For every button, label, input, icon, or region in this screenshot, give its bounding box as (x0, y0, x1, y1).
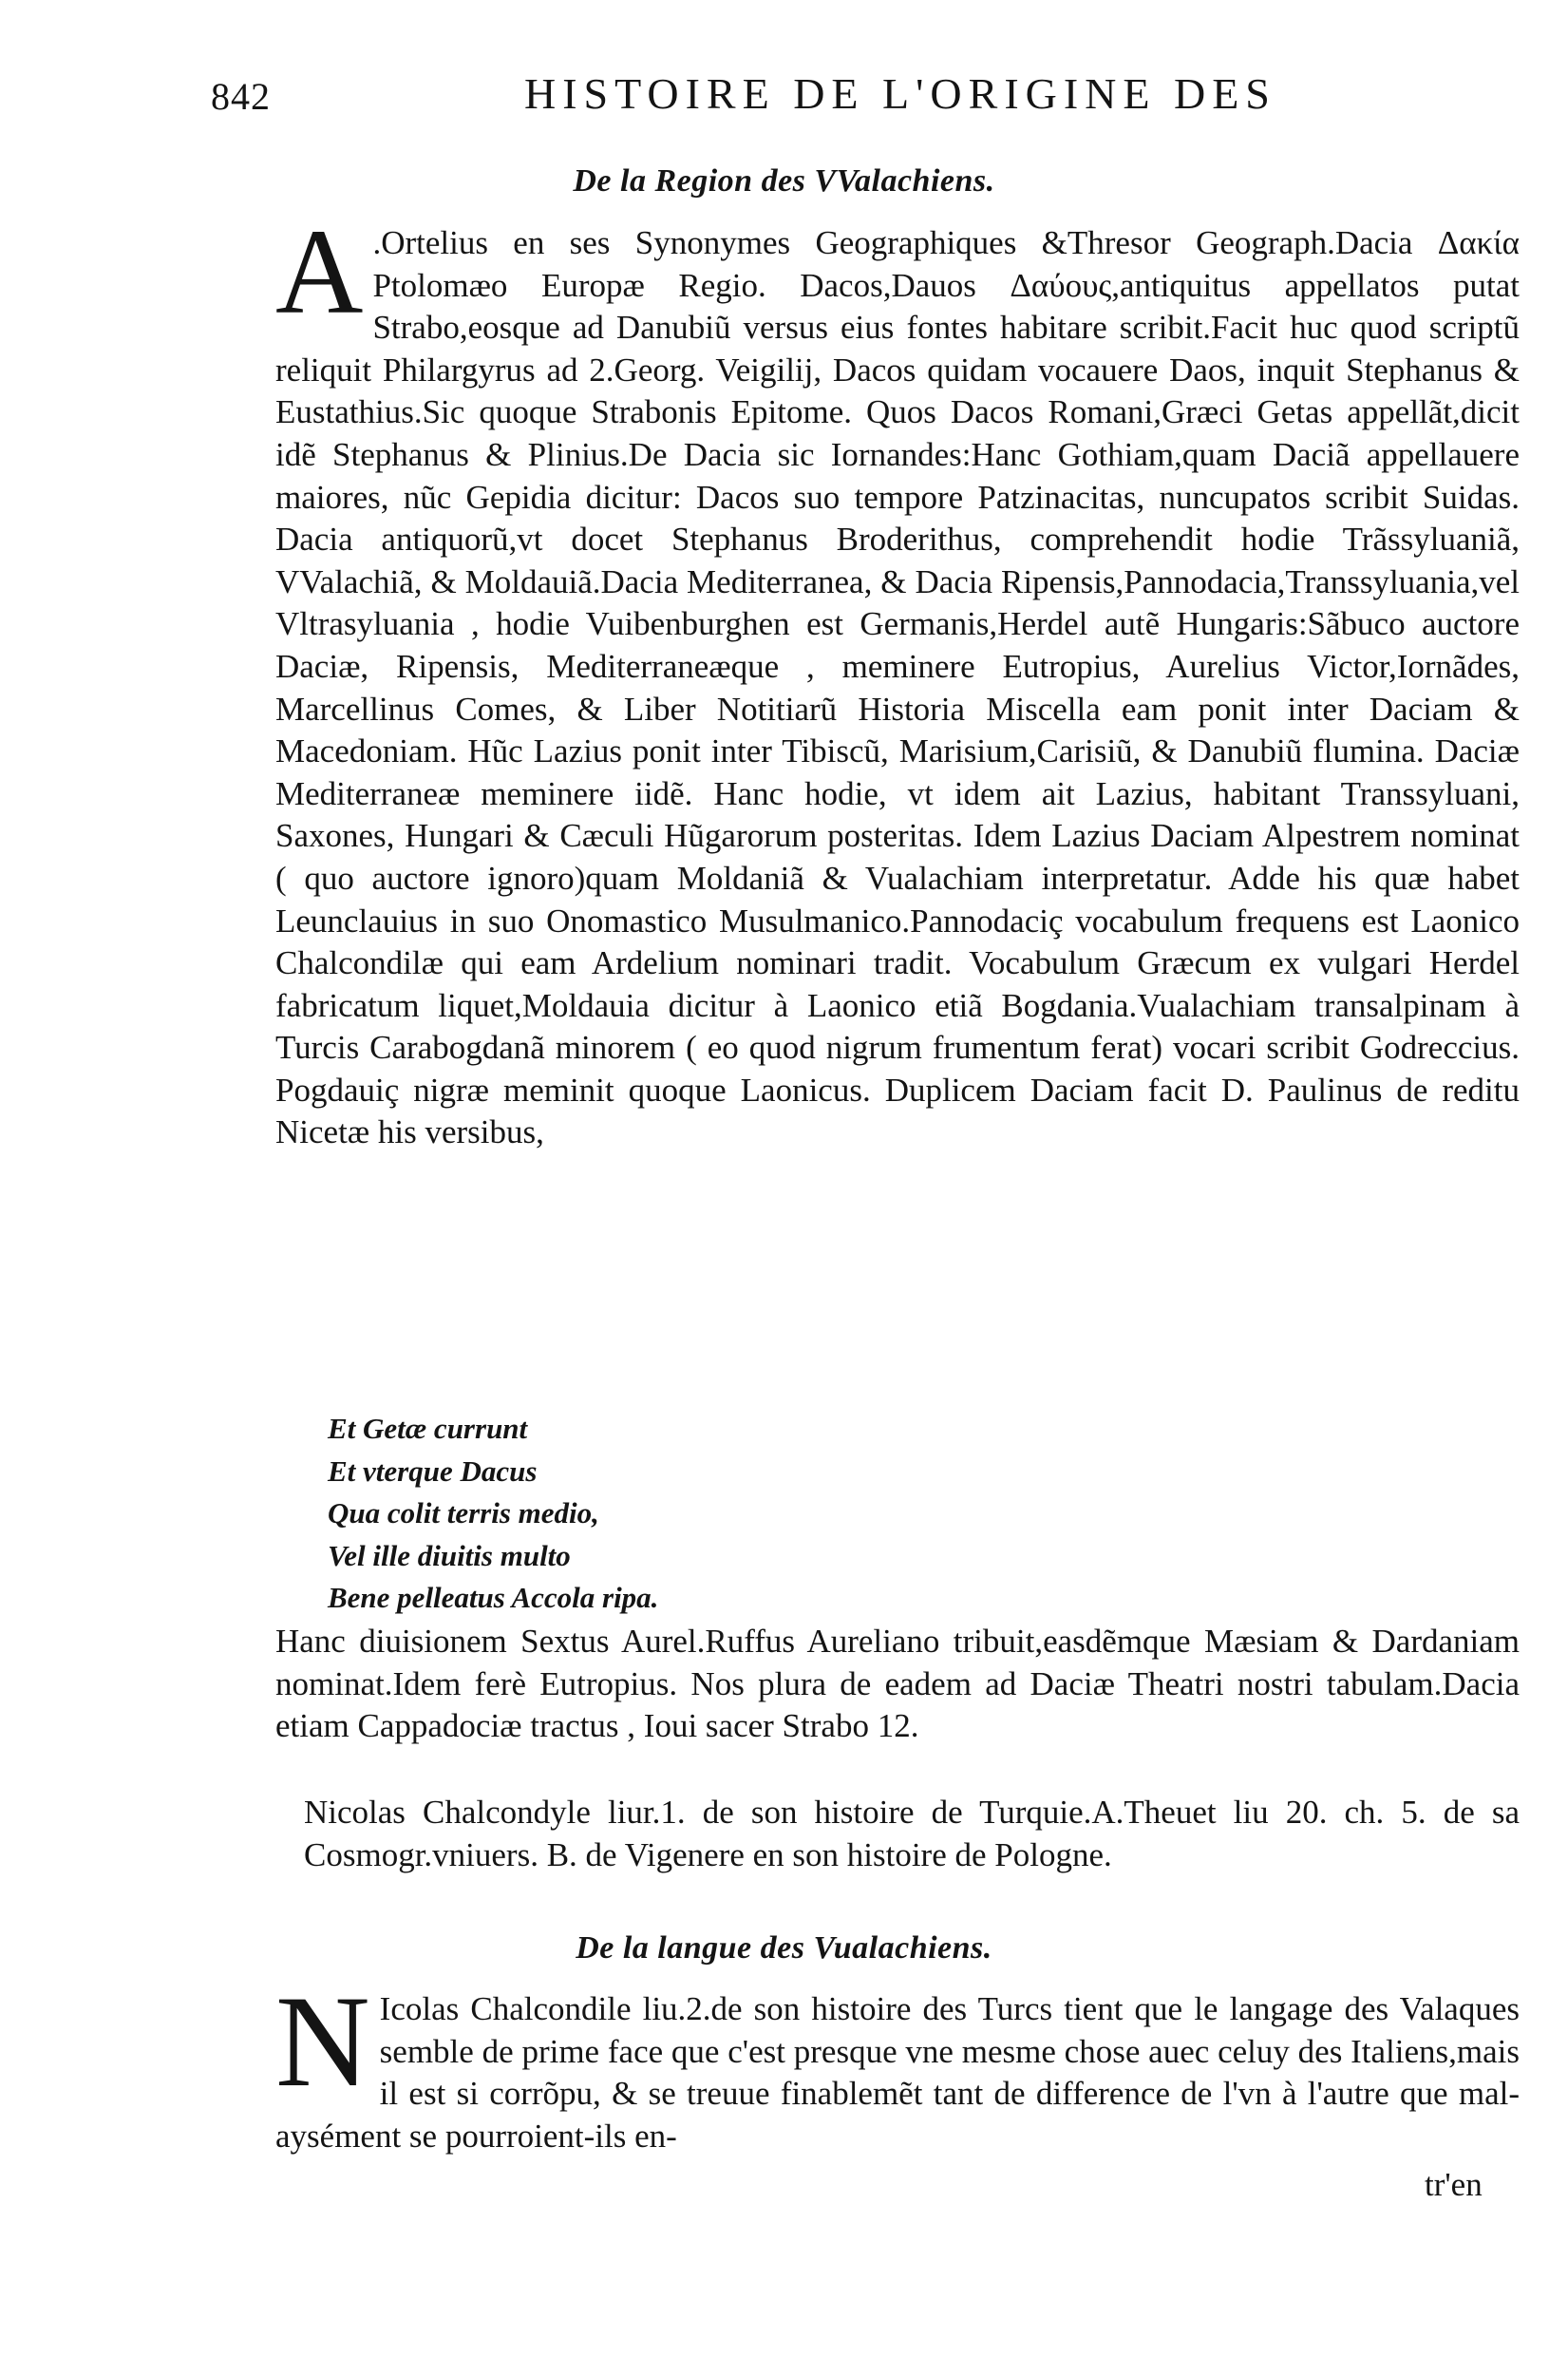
section-heading-language: De la langue des Vualachiens. (576, 1930, 992, 1966)
catchword: tr'en (1425, 2166, 1483, 2203)
verse-block (328, 1408, 1467, 1620)
page-number: 842 (211, 75, 271, 118)
drop-cap: A (275, 204, 364, 339)
paragraph-language (275, 1968, 1520, 2157)
paragraph-text: .Ortelius en ses Synonymes Geographiques &Thresor Geograph.Dacia Δακία Ptolomæo Europæ Regio. Dacos,Dauos Δαύους,antiquitus appellatos putat Strabo,eosque ad Danubiũ versus eius fontes habitare scribit.Facit huc quod scriptũ reliquit Philargyrus ad 2.Georg. Veigilij, Dacos quidam vocauere Daos, inquit Stephanus & Eustathius.Sic quoque Strabonis Epitome. Quos Dacos Romani,Græci Getas appellãt,dicit idẽ Stephanus & Plinius.De Dacia sic Iornandes:Hanc Gothiam,quam Daciã appellauere maiores, nũc Gepidia dicitur: Dacos suo tempore Patzinacitas, nuncupatos scribit Suidas. Dacia antiquorũ,vt docet Stephanus Broderithus, comprehendit hodie Trãssyluaniã, VValachiã, & Moldauiã.Dacia Mediterranea, & Dacia Ripensis,Pannodacia,Transsyluania,vel Vltrasyluania , hodie Vuibenburghen est Germanis,Herdel autẽ Hungaris:Sãbuco auctore Daciæ, Ripensis, Mediterraneæque , meminere Eutropius, Aurelius Victor,Iornãdes, Marcellinus Comes, & Liber Notitiarũ Historia Miscella eam ponit inter Daciam & Macedoniam. Hũc Lazius ponit inter Tibiscũ, Marisium,Carisiũ, & Danubiũ flumina. Daciæ Mediterraneæ meminere iidẽ. Hanc hodie, vt idem ait Lazius, habitant Transsyluani, Saxones, Hungari & Cæculi Hũgarorum posteritas. Idem Lazius Daciam Alpestrem nominat ( quo auctore ignoro)quam Moldaniã & Vualachiam interpretatur. Adde his quæ habet Leunclauius in suo Onomastico Musulmanico.Pannodaciç vocabulum frequens est Laonico Chalcondilæ qui eam Ardelium nominari tradit. Vocabulum Græcum ex vulgari Herdel fabricatum liquet,Moldauia dicitur à Laonico etiã Bogdania.Vualachiam transalpinam à Turcis Carabogdanã minorem ( eo quod nigrum frumentum ferat) vocari scribit Godreccius. Pogdauiç nigræ meminit quoque Laonicus. Duplicem Daciam facit D. Paulinus de reditu Nicetæ his versibus, (275, 224, 1520, 1151)
verse-line: Vel ille diuitis multo (328, 1538, 571, 1572)
running-head: HISTOIRE DE L'ORIGINE DES (524, 69, 1276, 118)
verse-line: Bene pelleatus Accola ripa. (328, 1581, 659, 1615)
section-heading-region: De la Region des VValachiens. (573, 163, 995, 199)
references-paragraph: Nicolas Chalcondyle liur.1. de son histoire de Turquie.A.Theuet liu 20. ch. 5. de sa Cosmogr.vniuers. B. de Vigenere en son histoire de Pologne. (304, 1794, 1520, 1873)
verse-line: Et Getæ currunt (328, 1412, 528, 1445)
verse-line: Qua colit terris medio, (328, 1496, 599, 1530)
paragraph-region (275, 204, 1520, 1154)
paragraph-after-verse: Hanc diuisionem Sextus Aurel.Ruffus Aureliano tribuit,easdẽmque Mæsiam & Dardaniam nominat.Idem ferè Eutropius. Nos plura de eadem ad Daciæ Theatri nostri tabulam.Dacia etiam Cappadociæ tractus , Ioui sacer Strabo 12. (275, 1623, 1520, 1745)
drop-cap: N (275, 1968, 370, 2114)
paragraph-text: Icolas Chalcondile liu.2.de son histoire des Turcs tient que le langage des Valaques semble de prime face que c'est presque vne mesme chose auec celuy des Italiens,mais il est si corrõpu, & se treuue finablemẽt tant de difference de l'vn à l'autre que mal-aysément se pourroient-ils en- (275, 1990, 1520, 2155)
verse-line: Et vterque Dacus (328, 1454, 538, 1488)
